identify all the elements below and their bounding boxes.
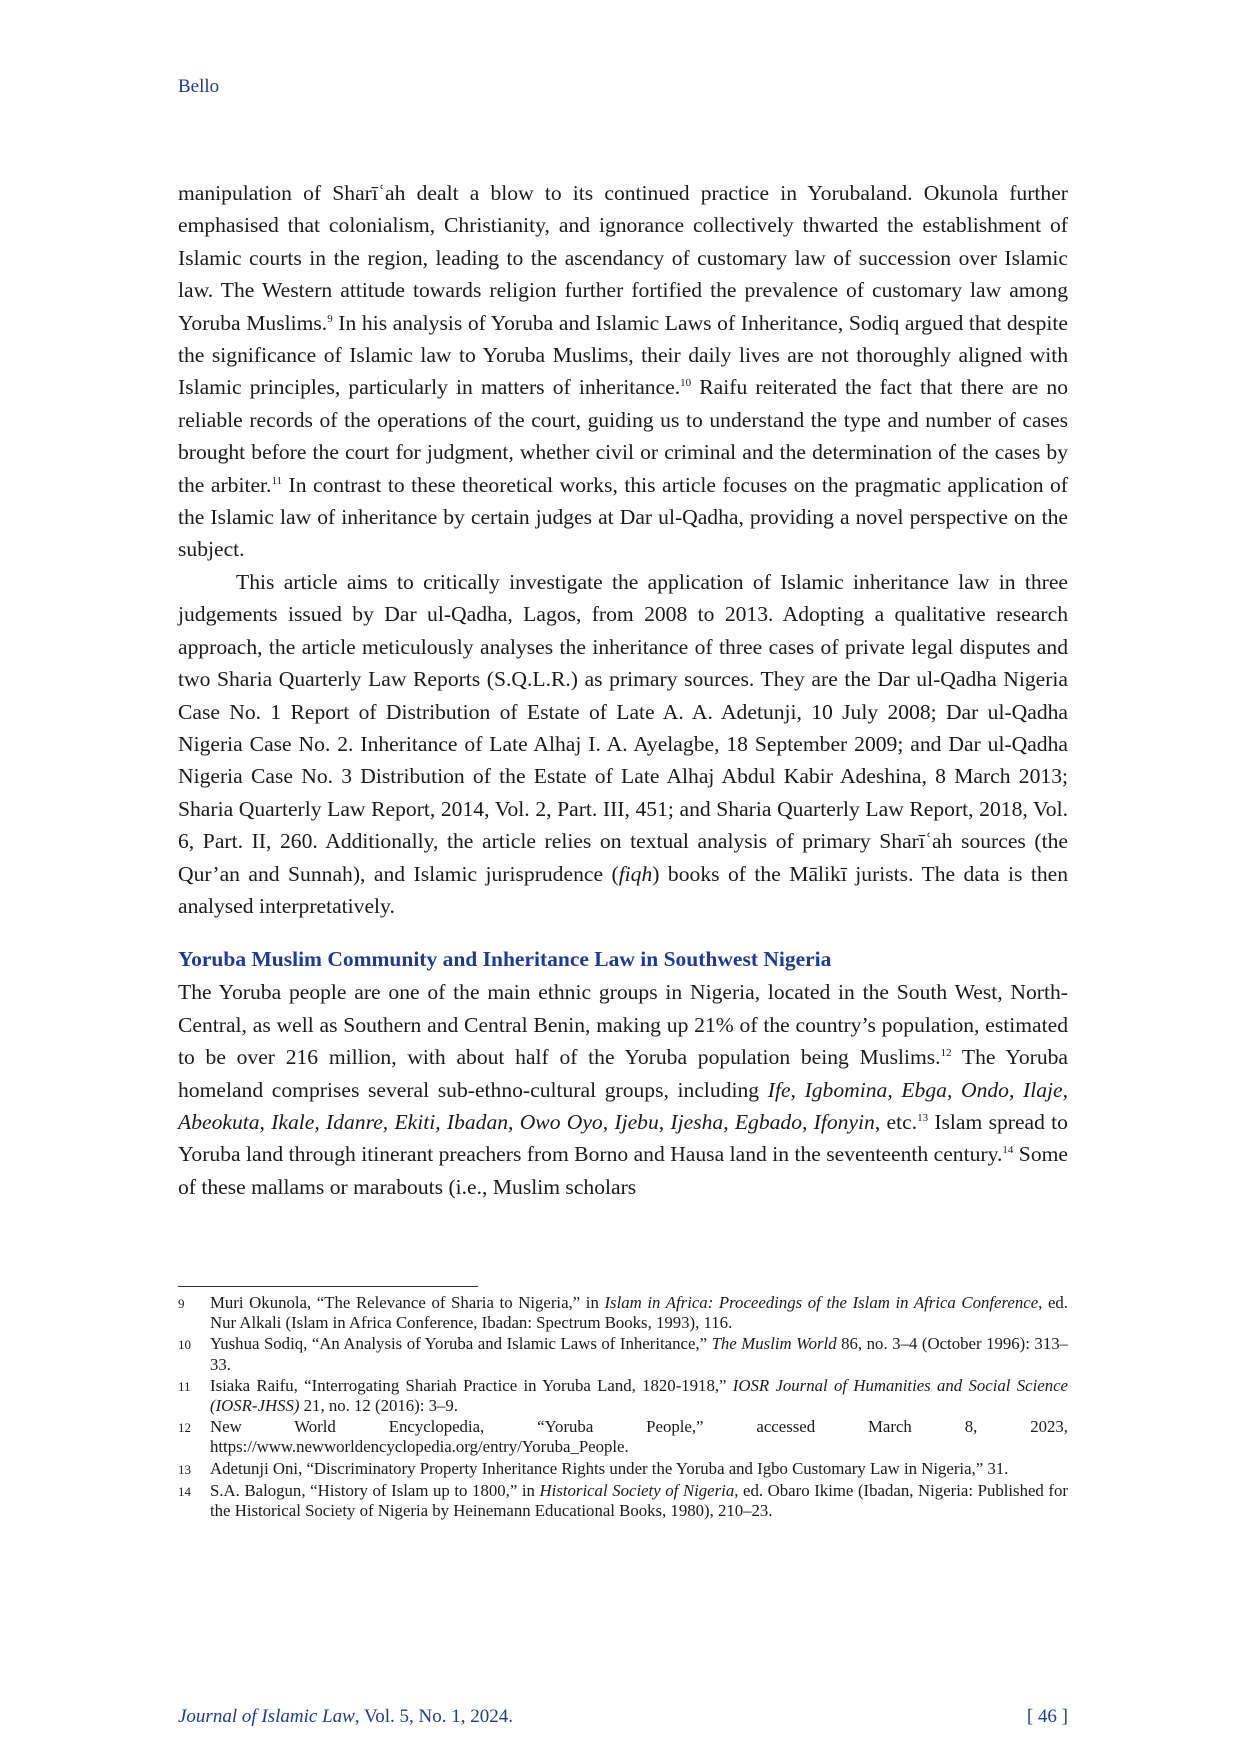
section-heading: Yoruba Muslim Community and Inheritance Law in Southwest Nigeria (178, 947, 832, 972)
footnote-ref-13[interactable]: 13 (917, 1111, 929, 1124)
footnote-11: 11 Isiaka Raifu, “Interrogating Shariah Practice in Yoruba Land, 1820-1918,” IOSR Journal of Humanities and Social Science (IOSR-JHSS) 21, no. 12 (2016): 3–9. (178, 1375, 1068, 1416)
footnotes (178, 1293, 1068, 1522)
journal-issue: , Vol. 5, No. 1, 2024. (354, 1706, 513, 1727)
footnote-separator (178, 1286, 478, 1287)
footnote-ref-10[interactable]: 10 (680, 377, 692, 390)
running-header-author: Bello (178, 76, 220, 97)
paragraph-1: manipulation of Sharīʿah dealt a blow to its continued practice in Yorubaland. Okunola further emphasised that colonialism, Christianity, and ignorance collectively thwarted the establishment of Islamic courts in the region, leading to the ascendancy of customary law of succession over Islamic law. The Western attitude towards religion further fortified the prevalence of customary law among Yoruba Muslims.$^9$ In his analysis of Yoruba and Islamic Laws of Inheritance, Sodiq argued that despite the significance of Islamic law to Yoruba Muslims, their daily lives are not thoroughly aligned with Islamic principles, particularly in matters of inheritance.$^{10}$ Raifu reiterated the fact that there are no reliable records of the operations of the court, guiding us to understand the type and number of cases brought before the court for judgment, whether civil or criminal and the determination of the cases by the arbiter.$^{11}$ In contrast to these theoretical works, this article focuses on the pragmatic application of the Islamic law of inheritance by certain judges at Dar ul-Qadha, providing a novel perspective on the subject. (178, 181, 1068, 562)
running-footer-journal (178, 1706, 513, 1728)
footnote-13: 13 Adetunji Oni, “Discriminatory Property Inheritance Rights under the Yoruba and Igbo Customary Law in Nigeria,” 31. (178, 1458, 1009, 1478)
footnote-12: 12 New World Encyclopedia, “Yoruba People,” accessed March 8, 2023, https://www.newworldencyclopedia.org/entry/Yoruba_People. (178, 1417, 1068, 1457)
article-body (178, 177, 1068, 1203)
footnote-14: 14 S.A. Balogun, “History of Islam up to 1800,” in Historical Society of Nigeria, ed. Obaro Ikime (Ibadan, Nigeria: Published for the Historical Society of Nigeria by Heinemann Educational Books, 1980), 210–23. (178, 1480, 1068, 1521)
footnote-ref-11[interactable]: 11 (271, 474, 283, 487)
footnote-ref-12[interactable]: 12 (940, 1046, 952, 1059)
footnote-ref-14[interactable]: 14 (1002, 1144, 1014, 1157)
yoruba-groups-list: Ife, Igbomina, Ebga, Ondo, Ilaje, Abeokuta, Ikale, Idanre, Ekiti, Ibadan, Owo Oyo, Ijebu, Ijesha, Egbado, Ifonyin (178, 1077, 1068, 1134)
journal-title: Journal of Islamic Law (178, 1706, 355, 1727)
page-number: [ 46 ] (1026, 1706, 1068, 1727)
footnote-ref-9[interactable]: 9 (327, 312, 333, 325)
fiqh-term: fiqh (618, 861, 653, 886)
paragraph-3: The Yoruba people are one of the main ethnic groups in Nigeria, located in the South West, North-Central, as well as Southern and Central Benin, making up 21% of the country’s population, estimated to be over 216 million, with about half of the Yoruba population being Muslims.$^{12}$ The Yoruba homeland comprises several sub-ethno-cultural groups, including Ife, Igbomina, Ebga, Ondo, Ilaje, Abeokuta, Ikale, Idanre, Ekiti, Ibadan, Owo Oyo, Ijebu, Ijesha, Egbado, Ifonyin, etc.$^{13}$ Islam spread to Yoruba land through itinerant preachers from Borno and Hausa land in the seventeenth century.$^{14}$ Some of these mallams or marabouts (i.e., Muslim scholars (178, 980, 1069, 1199)
footnote-9: 9 Muri Okunola, “The Relevance of Sharia to Nigeria,” in Islam in Africa: Proceedings of the Islam in Africa Conference, ed. Nur Alkali (Islam in Africa Conference, Ibadan: Spectrum Books, 1993), 116. (178, 1293, 1068, 1333)
paragraph-2: This article aims to critically investigate the application of Islamic inheritance law in three judgements issued by Dar ul-Qadha, Lagos, from 2008 to 2013. Adopting a qualitative research approach, the article meticulously analyses the inheritance of three cases of private legal disputes and two Sharia Quarterly Law Reports (S.Q.L.R.) as primary sources. They are the Dar ul-Qadha Nigeria Case No. 1 Report of Distribution of Estate of Late A. A. Adetunji, 10 July 2008; Dar ul-Qadha Nigeria Case No. 2. Inheritance of Late Alhaj I. A. Ayelagbe, 18 September 2009; and Dar ul-Qadha Nigeria Case No. 3 Distribution of the Estate of Late Alhaj Abdul Kabir Adeshina, 8 March 2013; Sharia Quarterly Law Report, 2014, Vol. 2, Part. III, 451; and Sharia Quarterly Law Report, 2018, Vol. 6, Part. II, 260. Additionally, the article relies on textual analysis of primary Sharīʿah sources (the Qur’an and Sunnah), and Islamic jurisprudence (fiqh) books of the Mālikī jurists. The data is then analysed interpretatively. (178, 569, 1069, 918)
footnote-10: 10 Yushua Sodiq, “An Analysis of Yoruba and Islamic Laws of Inheritance,” The Muslim World 86, no. 3–4 (October 1996): 313–33. (178, 1334, 1068, 1374)
footnote-12-text[interactable]: New World Encyclopedia, “Yoruba People,” accessed March 8, 2023, https://www.newworldencyclopedia.org/entry/Yoruba_People. (210, 1417, 1068, 1457)
